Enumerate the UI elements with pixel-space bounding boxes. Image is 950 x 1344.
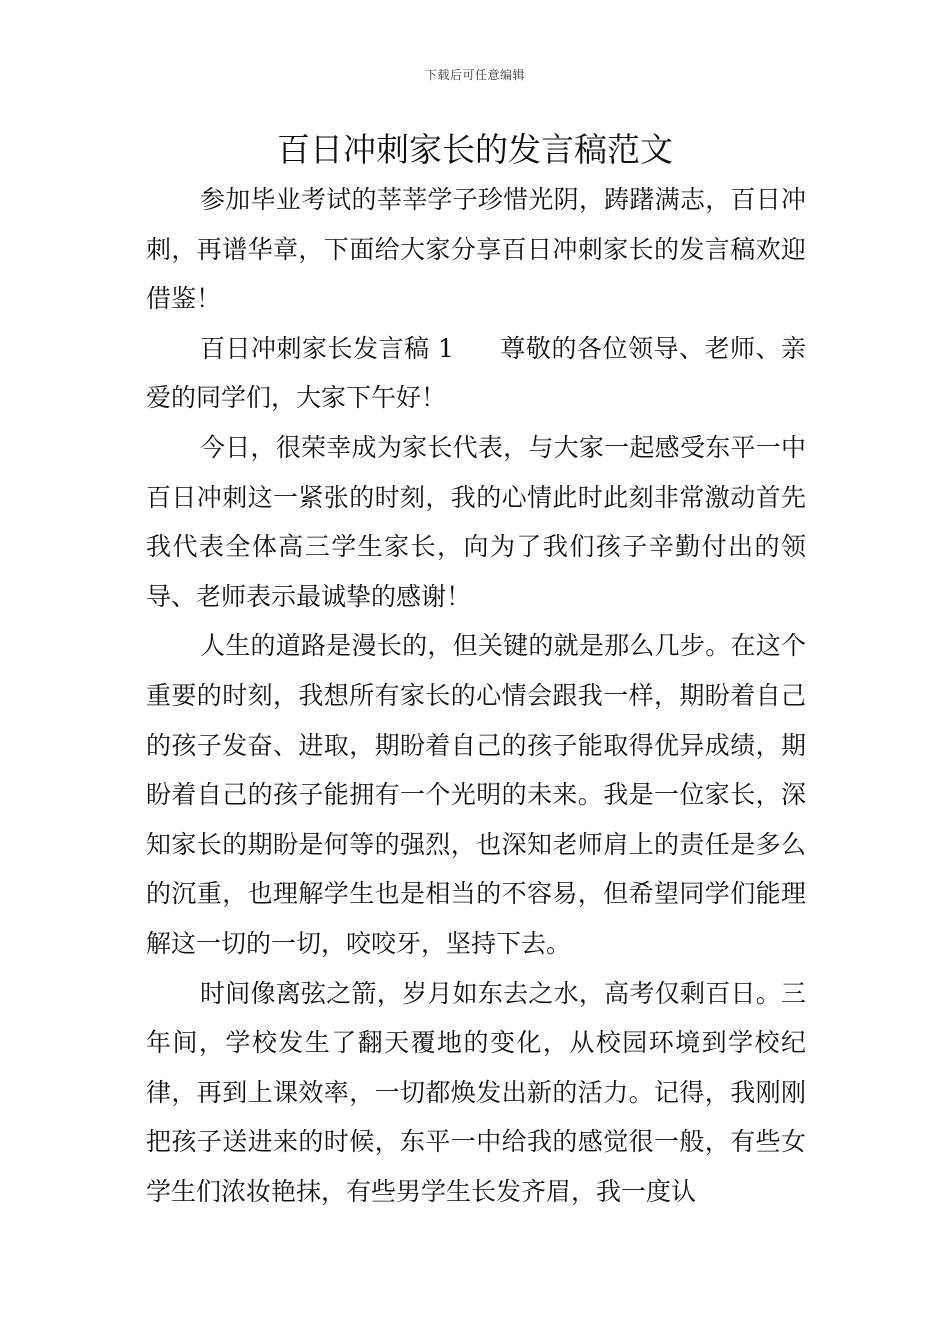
body-paragraph: 今日，很荣幸成为家长代表，与大家一起感受东平一中百日冲刺这一紧张的时刻，我的心情此时此刻非常激动首先我代表全体高三学生家长，向为了我们孩子辛勤付出的领导、老师表示最诚挚的感谢！ [146,432,806,611]
header-note: 下载后可任意编辑 [424,68,525,82]
body-paragraph: 人生的道路是漫长的，但关键的就是那么几步。在这个重要的时刻，我想所有家长的心情会跟我一样，期盼着自己的孩子发奋、进取，期盼着自己的孩子能取得优异成绩，期盼着自己的孩子能拥有一个光明的未来。我是一位家长，深知家长的期盼是何等的强烈，也深知老师肩上的责任是多么的沉重，也理解学生也是相当的不容易，但希望同学们能理解这一切的一切，咬咬牙，坚持下去。 [146,631,806,958]
intro-paragraph: 参加毕业考试的莘莘学子珍惜光阴，踌躇满志，百日冲刺，再谱华章，下面给大家分享百日冲刺家长的发言稿欢迎借鉴！ [146,185,806,314]
speech-heading-paragraph [146,324,806,423]
body-paragraph: 时间像离弦之箭，岁月如东去之水，高考仅剩百日。三年间，学校发生了翻天覆地的变化，从校园环境到学校纪律，再到上课效率，一切都焕发出新的活力。记得，我刚刚把孩子送进来的时候，东平一中给我的感觉很一般，有些女学生们浓妆艳抹，有些男学生长发齐眉，我一度认 [146,978,806,1206]
document-title: 百日冲刺家长的发言稿范文 [277,130,673,169]
speech-opening: 尊敬的各位领导、老师、亲爱的同学们，大家下午好！ [146,333,806,413]
document-body [146,175,806,1216]
speech-heading: 百日冲刺家长发言稿 1 [200,333,454,363]
